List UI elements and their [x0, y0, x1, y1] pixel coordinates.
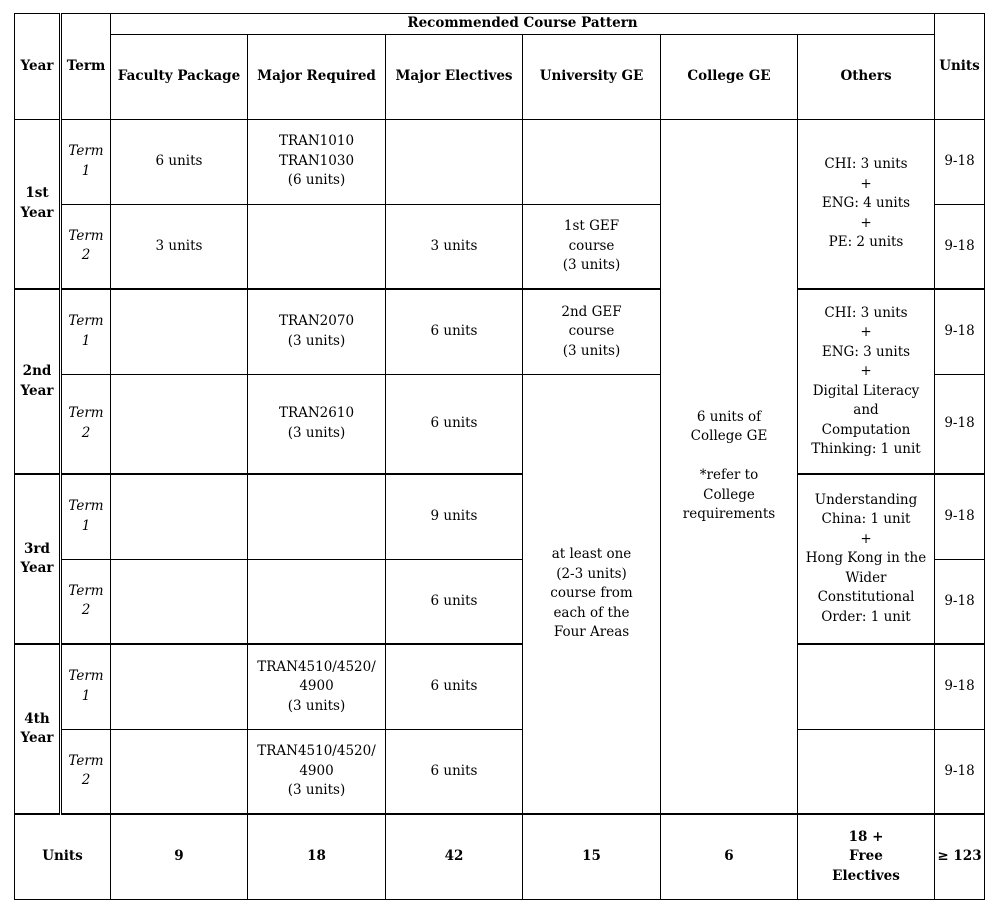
cell-others [798, 729, 935, 814]
header-university-ge: University GE [523, 34, 661, 119]
cell-major-electives: 6 units [386, 289, 523, 374]
header-major-electives: Major Electives [386, 34, 523, 119]
total-major-required: 18 [248, 814, 386, 899]
total-faculty-package: 9 [111, 814, 248, 899]
header-recommended-course-pattern: Recommended Course Pattern [111, 14, 935, 35]
cell-faculty-package [111, 474, 248, 559]
term-label: Term 2 [61, 374, 111, 474]
cell-major-required: TRAN4510/4520/ 4900 (3 units) [248, 729, 386, 814]
cell-faculty-package [111, 729, 248, 814]
header-faculty-package: Faculty Package [111, 34, 248, 119]
cell-university-ge: 2nd GEF course (3 units) [523, 289, 661, 374]
totals-label: Units [15, 814, 111, 899]
cell-university-ge [523, 119, 661, 204]
cell-others-year2: CHI: 3 units + ENG: 3 units + Digital Literacy and Computation Thinking: 1 unit [798, 289, 935, 474]
cell-others-year3: Understanding China: 1 unit + Hong Kong in the Wider Constitutional Order: 1 unit [798, 474, 935, 644]
cell-university-ge-merged: at least one (2-3 units) course from each of the Four Areas [523, 374, 661, 814]
cell-units: 9-18 [935, 559, 985, 644]
cell-units: 9-18 [935, 204, 985, 289]
cell-faculty-package [111, 374, 248, 474]
cell-units: 9-18 [935, 374, 985, 474]
header-year: Year [15, 14, 61, 120]
year-label-1st: 1st Year [15, 119, 61, 289]
cell-major-electives: 6 units [386, 729, 523, 814]
term-label: Term 1 [61, 474, 111, 559]
cell-major-electives: 6 units [386, 559, 523, 644]
cell-major-required [248, 204, 386, 289]
cell-major-required [248, 474, 386, 559]
cell-university-ge: 1st GEF course (3 units) [523, 204, 661, 289]
cell-college-ge-merged: 6 units of College GE *refer to College requirements [661, 119, 798, 814]
year-label-2nd: 2nd Year [15, 289, 61, 474]
cell-major-electives: 6 units [386, 644, 523, 729]
cell-others [798, 644, 935, 729]
cell-units: 9-18 [935, 119, 985, 204]
cell-major-electives: 3 units [386, 204, 523, 289]
total-major-electives: 42 [386, 814, 523, 899]
cell-units: 9-18 [935, 729, 985, 814]
cell-major-required: TRAN2070 (3 units) [248, 289, 386, 374]
cell-major-electives [386, 119, 523, 204]
cell-major-electives: 9 units [386, 474, 523, 559]
term-label: Term 2 [61, 559, 111, 644]
header-others: Others [798, 34, 935, 119]
term-label: Term 2 [61, 729, 111, 814]
term-label: Term 1 [61, 289, 111, 374]
cell-units: 9-18 [935, 289, 985, 374]
term-label: Term 1 [61, 119, 111, 204]
cell-others-year1: CHI: 3 units + ENG: 4 units + PE: 2 units [798, 119, 935, 289]
year-label-3rd: 3rd Year [15, 474, 61, 644]
total-units: ≥ 123 [935, 814, 985, 899]
term-label: Term 2 [61, 204, 111, 289]
cell-major-required: TRAN4510/4520/ 4900 (3 units) [248, 644, 386, 729]
total-college-ge: 6 [661, 814, 798, 899]
cell-major-required: TRAN1010 TRAN1030 (6 units) [248, 119, 386, 204]
year-label-4th: 4th Year [15, 644, 61, 814]
header-major-required: Major Required [248, 34, 386, 119]
cell-faculty-package: 6 units [111, 119, 248, 204]
cell-faculty-package [111, 644, 248, 729]
total-others: 18 + Free Electives [798, 814, 935, 899]
cell-major-required [248, 559, 386, 644]
cell-faculty-package: 3 units [111, 204, 248, 289]
cell-faculty-package [111, 289, 248, 374]
term-label: Term 1 [61, 644, 111, 729]
total-university-ge: 15 [523, 814, 661, 899]
cell-faculty-package [111, 559, 248, 644]
header-college-ge: College GE [661, 34, 798, 119]
cell-units: 9-18 [935, 474, 985, 559]
cell-major-electives: 6 units [386, 374, 523, 474]
cell-major-required: TRAN2610 (3 units) [248, 374, 386, 474]
course-pattern-table [14, 13, 985, 900]
cell-units: 9-18 [935, 644, 985, 729]
header-term: Term [61, 14, 111, 120]
header-units: Units [935, 14, 985, 120]
